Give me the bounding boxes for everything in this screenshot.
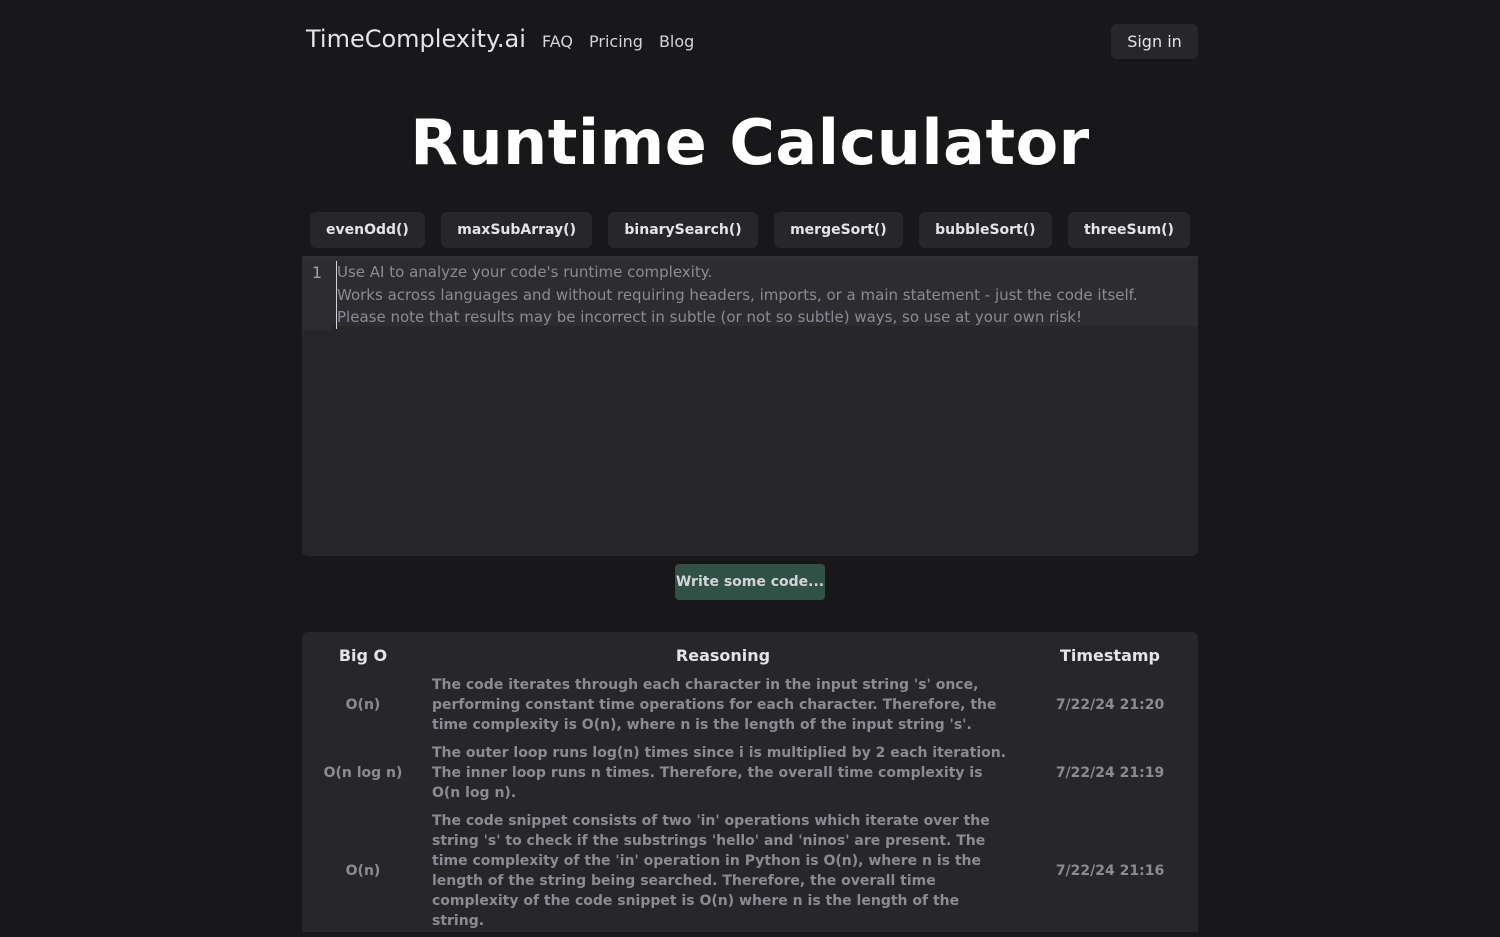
cell-reasoning: The code snippet consists of two 'in' operations which iterate over the string 's' to check if the substrings 'hello' and 'ninos' are present. The time complexity of the 'in' operation in Python is O(n), where n is the length of the string being searched. Therefore, the overall time complexity of the code snippet is O(n) where n is the length of the string.: [432, 813, 990, 929]
code-editor[interactable]: [302, 256, 1198, 556]
placeholder-line: Use AI to analyze your code's runtime complexity.: [337, 263, 713, 281]
placeholder-line: Works across languages and without requiring headers, imports, or a main statement - just the code itself.: [337, 285, 1138, 304]
cell-timestamp: 7/22/24 21:19: [1055, 765, 1165, 781]
example-bubblesort-button[interactable]: bubbleSort(): [919, 212, 1051, 248]
header-reasoning: Reasoning: [675, 646, 771, 665]
header-timestamp: Timestamp: [1059, 646, 1160, 665]
brand-logo[interactable]: TimeComplexity.ai: [306, 25, 526, 53]
example-maxsubarray-button[interactable]: maxSubArray(): [441, 212, 592, 248]
sign-in-button[interactable]: Sign in: [1111, 24, 1198, 59]
history-table: [302, 632, 1198, 937]
example-threesum-button[interactable]: threeSum(): [1068, 212, 1190, 248]
navbar: [302, 0, 1198, 84]
example-evenodd-button[interactable]: evenOdd(): [310, 212, 425, 248]
table-row[interactable]: [302, 673, 1198, 741]
cell-big-o: O(n): [345, 863, 381, 879]
submit-row: [302, 556, 1198, 632]
table-header-row: [302, 632, 1198, 673]
table-row[interactable]: [302, 741, 1198, 809]
cell-big-o: O(n): [345, 697, 381, 713]
page-title: Runtime Calculator: [410, 106, 1090, 179]
history-table-panel: [302, 632, 1198, 932]
cell-big-o: O(n log n): [323, 765, 403, 781]
nav-link-blog[interactable]: Blog: [658, 32, 695, 51]
editor-placeholder: [336, 261, 1190, 329]
placeholder-line: Please note that results may be incorrect in subtle (or not so subtle) ways, so use at your own risk!: [337, 308, 1082, 326]
page-container: [302, 0, 1198, 932]
example-mergesort-button[interactable]: mergeSort(): [774, 212, 903, 248]
line-number: 1: [311, 263, 323, 282]
analyze-button[interactable]: Write some code...: [675, 564, 825, 600]
cell-reasoning: The code iterates through each character in the input string 's' once, performing constant time operations for each character. Therefore, the time complexity is O(n), where n is the length of the input string 's'.: [432, 677, 997, 733]
cell-timestamp: 7/22/24 21:20: [1055, 697, 1165, 713]
nav-link-pricing[interactable]: Pricing: [589, 32, 643, 51]
nav-link-faq[interactable]: FAQ: [542, 32, 573, 51]
nav-links: [542, 32, 694, 51]
table-row[interactable]: [302, 809, 1198, 937]
editor-gutter: [302, 260, 332, 330]
example-binarysearch-button[interactable]: binarySearch(): [608, 212, 757, 248]
cell-timestamp: 7/22/24 21:16: [1055, 863, 1165, 879]
header-big-o: Big O: [338, 646, 388, 665]
example-buttons: [302, 212, 1198, 256]
cell-reasoning: The outer loop runs log(n) times since i is multiplied by 2 each iteration. The inner loop runs n times. Therefore, the overall time complexity is O(n log n).: [432, 745, 1007, 801]
